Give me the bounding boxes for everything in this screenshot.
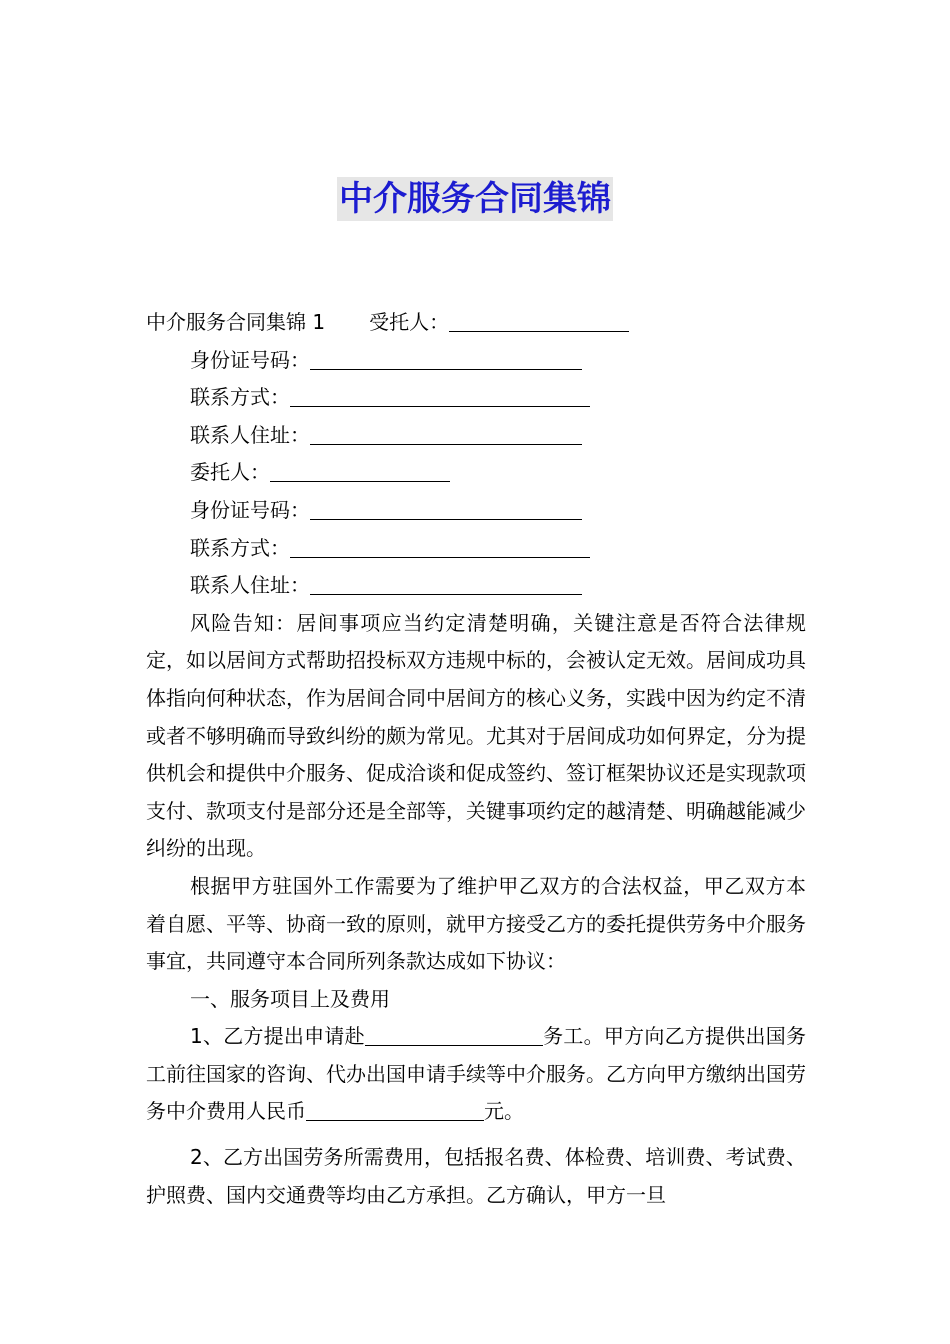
client-contact-blank[interactable] xyxy=(290,533,590,558)
client-name-label: 委托人： xyxy=(190,460,270,485)
trustee-id-line xyxy=(146,342,806,380)
trustee-label: 受托人： xyxy=(369,310,450,334)
trustee-contact-line xyxy=(146,379,806,417)
trustee-name-blank[interactable] xyxy=(449,307,629,332)
section-1-heading: 一、服务项目上及费用 xyxy=(190,986,390,1011)
trustee-address-blank[interactable] xyxy=(310,420,582,445)
client-address-line xyxy=(146,567,806,605)
client-address-blank[interactable] xyxy=(310,570,582,595)
trustee-address-line xyxy=(146,417,806,455)
clause-1-text-c: 元。 xyxy=(484,1099,524,1124)
subtitle: 中介服务合同集锦 1 xyxy=(146,310,326,334)
client-name-blank[interactable] xyxy=(270,457,450,482)
client-name-line xyxy=(146,454,806,492)
client-contact-line xyxy=(146,530,806,568)
preamble-paragraph: 根据甲方驻国外工作需要为了维护甲乙双方的合法权益，甲乙双方本着自愿、平等、协商一致的原则，就甲方接受乙方的委托提供劳务中介服务事宜，共同遵守本合同所列条款达成如下协议： xyxy=(146,873,806,974)
destination-country-blank[interactable] xyxy=(365,1021,543,1046)
client-address-label: 联系人住址： xyxy=(190,573,310,598)
risk-notice-paragraph: 风险告知：居间事项应当约定清楚明确，关键注意是否符合法律规定，如以居间方式帮助招投标双方违规中标的，会被认定无效。居间成功具体指向何种状态，作为居间合同中居间方的核心义务，实践中因为约定不清或者不够明确而导致纠纷的颇为常见。尤其对于居间成功如何界定，分为提供机会和提供中介服务、促成洽谈和促成签约、签订框架协议还是实现款项支付、款项支付是部分还是全部等，关键事项约定的越清楚、明确越能减少纠纷的出现。 xyxy=(146,610,806,861)
trustee-contact-blank[interactable] xyxy=(290,382,590,407)
title-text: 中介服务合同集锦 xyxy=(339,179,611,219)
client-id-line xyxy=(146,492,806,530)
clause-1-text-b: 务工。甲方向乙方提供出国务工前往国家的咨询、代办出国申请手续等中介服务。乙方向甲方缴纳出国劳务中介费用人民币 xyxy=(146,1024,807,1124)
clause-1-paragraph xyxy=(146,1018,806,1131)
client-id-blank[interactable] xyxy=(310,495,582,520)
heading-line xyxy=(146,304,806,342)
trustee-id-blank[interactable] xyxy=(310,345,582,370)
clause-1-text-a: 1、乙方提出申请赴 xyxy=(190,1024,365,1049)
fee-amount-blank[interactable] xyxy=(306,1096,484,1121)
client-id-label: 身份证号码： xyxy=(190,497,310,522)
trustee-address-label: 联系人住址： xyxy=(190,422,310,447)
trustee-contact-label: 联系方式： xyxy=(190,385,290,410)
clause-2-paragraph: 2、乙方出国劳务所需费用，包括报名费、体检费、培训费、考试费、护照费、国内交通费等均由乙方承担。乙方确认，甲方一旦 xyxy=(146,1145,806,1207)
document-title xyxy=(0,177,950,221)
client-contact-label: 联系方式： xyxy=(190,535,290,560)
document-body xyxy=(146,304,806,1214)
trustee-id-label: 身份证号码： xyxy=(190,347,310,372)
paragraph-gap xyxy=(146,1131,806,1139)
